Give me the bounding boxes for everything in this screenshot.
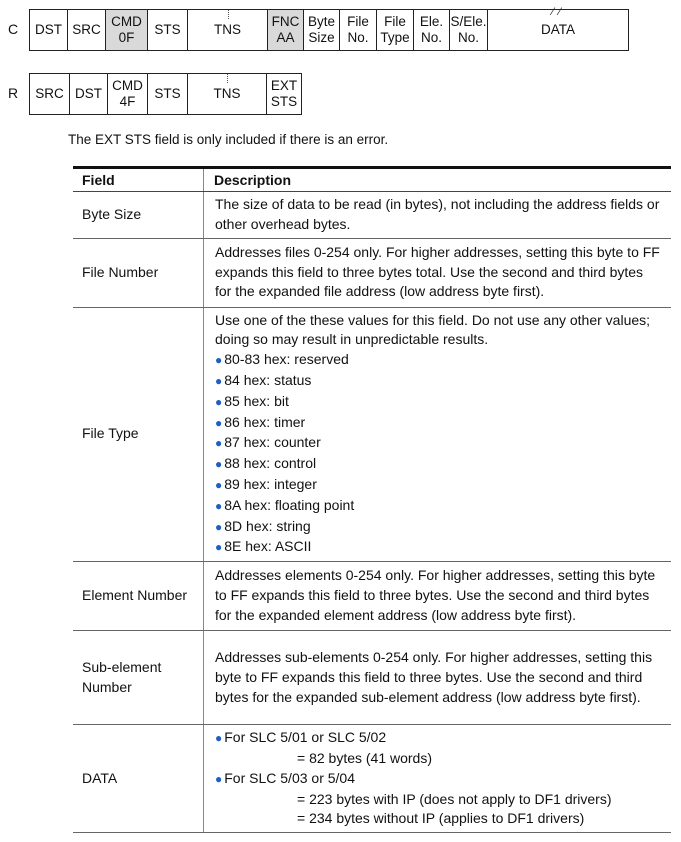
bullet-icon: ●: [215, 436, 223, 451]
cmd-cell-data: [487, 6, 629, 50]
bullet-icon: ●: [215, 477, 223, 492]
list-item: ● 88 hex: control: [215, 455, 317, 472]
field-description-table: [73, 166, 671, 833]
header-field: Field: [73, 168, 204, 192]
list-item: ● 8D hex: string: [215, 517, 311, 534]
data-item: ● For SLC 5/03 or 5/04: [215, 769, 355, 786]
reply-cell-sts: STS: [147, 74, 187, 114]
frame-break-mark: ⁄ ⁄: [552, 6, 562, 18]
table-row: [73, 725, 671, 833]
list-item: ● 8A hex: floating point: [215, 496, 355, 513]
reply-frame: [29, 73, 302, 115]
table-row: [73, 192, 671, 239]
reply-cell-src: SRC: [29, 74, 69, 114]
cmd-cell-cmd: CMD 0F: [105, 10, 147, 50]
cmd-cell-data-label: DATA: [540, 22, 575, 37]
list-item: ● 80-83 hex: reserved: [215, 351, 349, 368]
field-name: Sub-element Number: [73, 631, 204, 725]
bullet-icon: ●: [215, 498, 223, 513]
field-name: Element Number: [73, 562, 204, 631]
table-row: [73, 238, 671, 307]
field-name: DATA: [73, 725, 204, 833]
cmd-cell-file-no: File No.: [339, 10, 376, 50]
bullet-icon: ●: [215, 415, 223, 430]
table-row: [73, 307, 671, 562]
cmd-cell-ele-no: Ele. No.: [413, 10, 449, 50]
field-description: [204, 307, 672, 562]
data-item-value: = 234 bytes without IP (applies to DF1 drivers): [297, 810, 585, 827]
field-description: Addresses elements 0-254 only. For higher addresses, setting this byte to FF expands this field to three bytes. Use the second and third bytes for the expanded element address (low address byte first).: [204, 562, 672, 631]
command-frame: [29, 6, 629, 51]
field-description: The size of data to be read (in bytes), not including the address fields or other overhead bytes.: [204, 192, 672, 239]
data-item-value: = 82 bytes (41 words): [297, 749, 433, 766]
bullet-icon: ●: [215, 353, 223, 368]
field-name: File Number: [73, 238, 204, 307]
command-frame-label: C: [8, 21, 19, 37]
list-item: ● 84 hex: status: [215, 371, 312, 388]
field-description: Addresses files 0-254 only. For higher addresses, setting this byte to FF expands this field to three bytes total. Use the second and third bytes for the expanded file address (low address byte first).: [204, 238, 672, 307]
reply-cell-tns: TNS: [187, 74, 266, 114]
file-type-intro: Use one of the these values for this field. Do not use any other values; doing so may result in unpredictable results.: [215, 311, 651, 348]
list-item: ● 86 hex: timer: [215, 413, 306, 430]
file-type-list: [215, 350, 661, 558]
list-item: ● 89 hex: integer: [215, 475, 317, 492]
cmd-cell-sts: STS: [147, 10, 187, 50]
bullet-icon: ●: [215, 519, 223, 534]
cmd-cell-fnc: FNC AA: [267, 10, 303, 50]
table-header-row: [73, 168, 671, 192]
field-description: Addresses sub-elements 0-254 only. For higher addresses, setting this byte to FF expands this field to three bytes. Use the second and third bytes for the expanded sub-element address (low address byte first).: [204, 631, 672, 725]
cmd-cell-file-type: File Type: [376, 10, 413, 50]
table-row: [73, 631, 671, 725]
header-description: Description: [204, 168, 672, 192]
list-item: ● 87 hex: counter: [215, 434, 321, 451]
reply-cell-cmd: CMD 4F: [107, 74, 147, 114]
bullet-icon: ●: [215, 373, 223, 388]
data-item: ● For SLC 5/01 or SLC 5/02: [215, 729, 387, 746]
bullet-icon: ●: [215, 771, 223, 786]
bullet-icon: ●: [215, 731, 223, 746]
field-name: Byte Size: [73, 192, 204, 239]
cmd-cell-byte-size: Byte Size: [303, 10, 339, 50]
list-item: ● 8E hex: ASCII: [215, 538, 312, 555]
bullet-icon: ●: [215, 394, 223, 409]
bullet-icon: ●: [215, 540, 223, 555]
reply-frame-label: R: [8, 85, 19, 101]
bullet-icon: ●: [215, 457, 223, 472]
cmd-cell-tns: TNS: [187, 10, 267, 50]
cmd-cell-sele-no: S/Ele. No.: [449, 10, 487, 50]
cmd-cell-dst: DST: [29, 10, 67, 50]
list-item: ● 85 hex: bit: [215, 392, 289, 409]
field-name: File Type: [73, 307, 204, 562]
reply-cell-dst: DST: [69, 74, 107, 114]
reply-cell-ext-sts: EXT STS: [266, 74, 302, 114]
table-row: [73, 562, 671, 631]
field-description: [204, 725, 672, 833]
ext-sts-note: The EXT STS field is only included if there is an error.: [68, 132, 389, 147]
data-item-value: = 223 bytes with IP (does not apply to DF1 drivers): [297, 790, 612, 807]
cmd-cell-src: SRC: [67, 10, 105, 50]
